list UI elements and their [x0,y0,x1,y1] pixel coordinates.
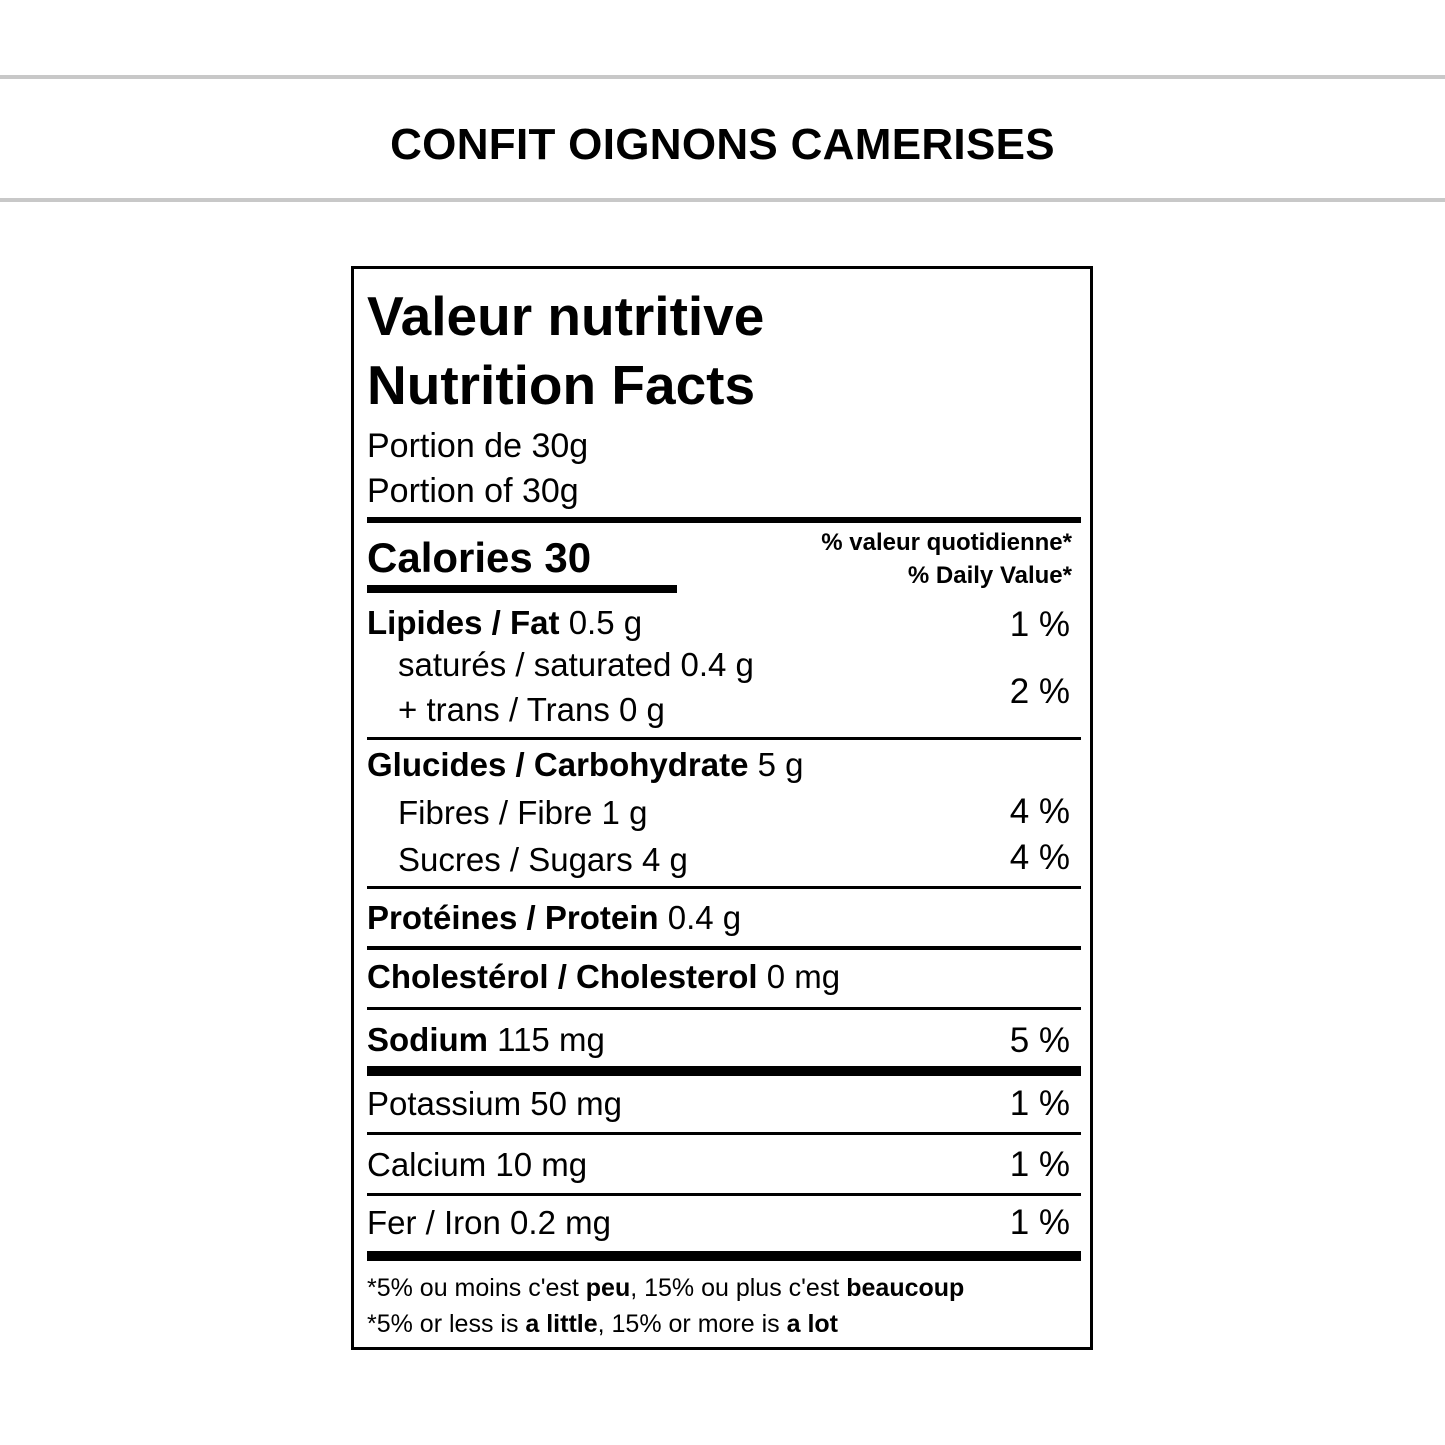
fibre-row [398,796,647,829]
rule [367,737,1081,740]
carbohydrate-row [367,748,803,781]
portion-en: Portion of 30g [367,472,579,510]
fat-dv: 1 % [1009,605,1070,644]
fat-label: Lipides / Fat [367,604,560,641]
potassium-label: Potassium [367,1085,522,1122]
saturated-amount: 0.4 g [680,646,754,683]
fibre-dv: 4 % [1009,792,1070,831]
carbohydrate-amount: 5 g [757,746,804,783]
dv-header-fr: % valeur quotidienne* [821,529,1072,556]
rule [367,1007,1081,1010]
dv-header-en: % Daily Value* [907,562,1072,589]
bottom-divider [0,198,1445,202]
calories-row [367,534,592,581]
sat-trans-dv: 2 % [1009,672,1070,711]
protein-label: Protéines / Protein [367,899,659,936]
footnote-fr: *5% ou moins c'est peu, 15% ou plus c'est beaucoup [367,1274,965,1302]
rule [367,1193,1081,1196]
fat-row [367,606,642,639]
sugars-label: Sucres / Sugars [398,841,633,878]
cholesterol-row [367,960,840,993]
thick-rule [367,1066,1081,1076]
nutrition-facts-table [351,266,1093,1350]
thick-rule [367,517,1081,523]
rule [367,1132,1081,1135]
fibre-label: Fibres / Fibre [398,794,593,831]
product-title: CONFIT OIGNONS CAMERISES [390,120,1055,169]
calories-label: Calories [367,534,533,581]
protein-amount: 0.4 g [667,899,742,936]
potassium-dv: 1 % [1009,1084,1070,1123]
calories-underline [367,585,677,593]
calories-value: 30 [544,534,592,581]
sugars-amount: 4 g [641,841,688,878]
calcium-dv: 1 % [1009,1145,1070,1184]
fat-amount: 0.5 g [568,604,643,641]
sodium-dv: 5 % [1009,1021,1070,1060]
potassium-amount: 50 mg [530,1085,622,1122]
iron-amount: 0.2 mg [510,1204,611,1241]
sugars-row [398,843,688,876]
rule [367,946,1081,950]
thick-rule [367,1251,1081,1261]
sugars-dv: 4 % [1009,838,1070,877]
saturated-row [398,648,754,681]
top-divider [0,75,1445,79]
trans-label: + trans / Trans [398,691,610,728]
calcium-label: Calcium [367,1146,487,1183]
rule [367,886,1081,889]
protein-row [367,901,741,934]
calcium-row [367,1148,587,1181]
footnote-en: *5% or less is a little, 15% or more is a lot [367,1310,838,1338]
saturated-label: saturés / saturated [398,646,672,683]
cholesterol-amount: 0 mg [766,958,841,995]
title-fr: Valeur nutritive [367,285,765,347]
sodium-row [367,1023,605,1056]
portion-fr: Portion de 30g [367,427,589,465]
carbohydrate-label: Glucides / Carbohydrate [367,746,749,783]
calcium-amount: 10 mg [495,1146,588,1183]
sodium-label: Sodium [367,1021,488,1058]
trans-row [398,693,665,726]
iron-row [367,1206,611,1239]
sodium-amount: 115 mg [497,1021,605,1058]
potassium-row [367,1087,622,1120]
iron-label: Fer / Iron [367,1204,501,1241]
cholesterol-label: Cholestérol / Cholesterol [367,958,758,995]
iron-dv: 1 % [1009,1203,1070,1242]
fibre-amount: 1 g [601,794,648,831]
trans-amount: 0 g [619,691,665,728]
title-en: Nutrition Facts [367,354,756,416]
